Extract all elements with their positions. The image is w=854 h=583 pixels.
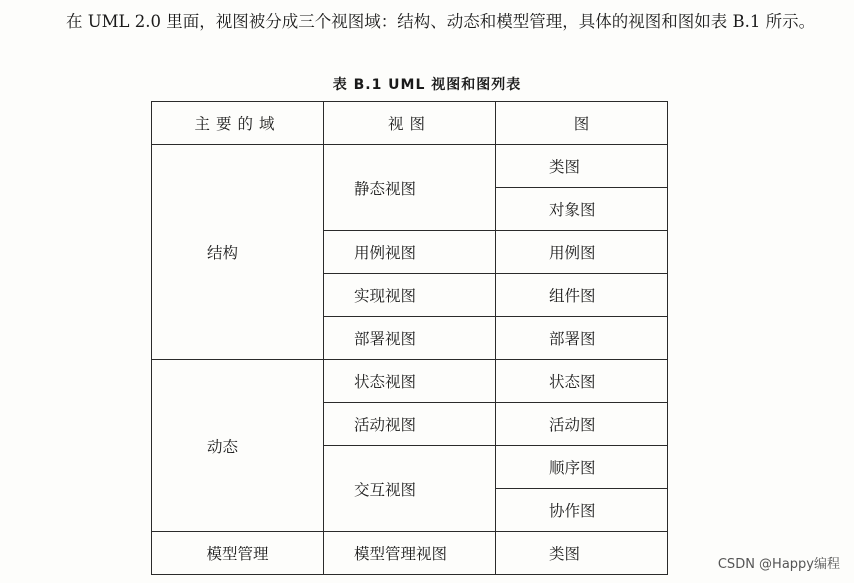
header-diagram: 图 bbox=[496, 102, 668, 145]
diagram-class: 类图 bbox=[496, 145, 668, 188]
domain-dynamic: 动态 bbox=[152, 360, 324, 532]
view-state: 状态视图 bbox=[324, 360, 496, 403]
diagram-collaboration: 协作图 bbox=[496, 489, 668, 532]
diagram-component: 组件图 bbox=[496, 274, 668, 317]
view-implementation: 实现视图 bbox=[324, 274, 496, 317]
domain-structure: 结构 bbox=[152, 145, 324, 360]
diagram-deployment: 部署图 bbox=[496, 317, 668, 360]
table-row bbox=[152, 532, 668, 575]
view-model-management: 模型管理视图 bbox=[324, 532, 496, 575]
diagram-activity: 活动图 bbox=[496, 403, 668, 446]
table-header-row bbox=[152, 102, 668, 145]
diagram-usecase: 用例图 bbox=[496, 231, 668, 274]
diagram-object: 对象图 bbox=[496, 188, 668, 231]
view-deployment: 部署视图 bbox=[324, 317, 496, 360]
diagram-class-model: 类图 bbox=[496, 532, 668, 575]
view-static: 静态视图 bbox=[324, 145, 496, 231]
table-row bbox=[152, 360, 668, 403]
uml-views-table bbox=[151, 101, 668, 575]
domain-model-management: 模型管理 bbox=[152, 532, 324, 575]
view-interaction: 交互视图 bbox=[324, 446, 496, 532]
diagram-state: 状态图 bbox=[496, 360, 668, 403]
view-usecase: 用例视图 bbox=[324, 231, 496, 274]
header-domain: 主要的域 bbox=[152, 102, 324, 145]
intro-paragraph: 在 UML 2.0 里面，视图被分成三个视图域：结构、动态和模型管理，具体的视图和图如表 B.1 所示。 bbox=[66, 12, 816, 31]
watermark: CSDN @Happy编程 bbox=[717, 557, 840, 572]
header-view: 视图 bbox=[324, 102, 496, 145]
view-activity: 活动视图 bbox=[324, 403, 496, 446]
diagram-sequence: 顺序图 bbox=[496, 446, 668, 489]
table-row bbox=[152, 145, 668, 188]
table-caption: 表 B.1 UML 视图和图列表 bbox=[332, 77, 522, 93]
